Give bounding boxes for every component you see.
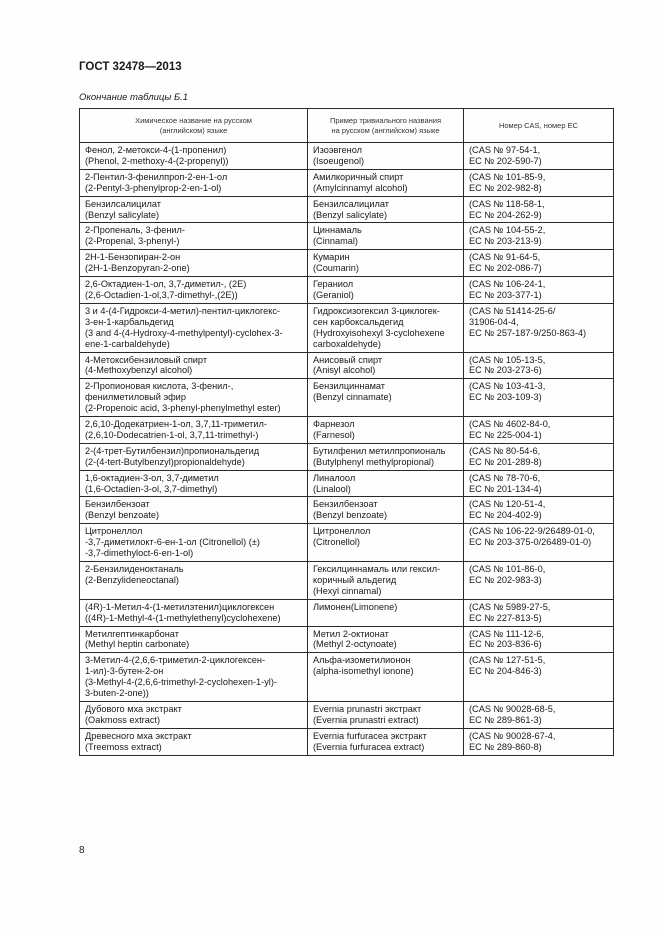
cell-chemical-name	[80, 143, 308, 170]
cell-text-line: EC № 203-836-6)	[469, 639, 542, 650]
cell-chemical-name	[80, 379, 308, 417]
cell-text-line: Фарнезол	[313, 419, 355, 430]
cell-text-line: EC № 201-134-4)	[469, 483, 542, 494]
cell-chemical-name	[80, 250, 308, 277]
cell-text-line: (CAS № 106-22-9/26489-01-0,	[469, 526, 595, 537]
table-row	[80, 470, 614, 497]
cell-chemical-name	[80, 653, 308, 702]
cell-cas-ec	[464, 599, 614, 626]
cell-text-line: Кумарин	[313, 252, 350, 263]
cell-text-line: (CAS № 111-12-6,	[469, 628, 544, 639]
cell-chemical-name	[80, 303, 308, 352]
header-line: на русском (английском) языке	[331, 126, 440, 135]
cell-text-line: Бензилсалицилат	[85, 198, 161, 209]
cell-text-line: EC № 203-213-9)	[469, 236, 542, 247]
table-row	[80, 599, 614, 626]
cell-text-line: Evernia furfuracea экстракт	[313, 730, 427, 741]
cell-text-line: (Benzyl cinnamate)	[313, 392, 392, 403]
cell-text-line: (CAS № 104-55-2,	[469, 225, 546, 236]
cell-text-line: 2-Бензилиденоктаналь	[85, 564, 184, 574]
cell-chemical-name	[80, 196, 308, 223]
cell-text-line: EC № 203-375-0/26489-01-0)	[469, 537, 592, 548]
cell-chemical-name	[80, 417, 308, 444]
cell-text-line: (Butylphenyl methylpropional)	[313, 456, 435, 467]
cell-text-line: (Benzyl salicylate)	[85, 209, 160, 220]
cell-cas-ec	[464, 524, 614, 562]
cell-text-line: (CAS № 91-64-5,	[469, 252, 541, 263]
cell-cas-ec	[464, 169, 614, 196]
cell-chemical-name	[80, 352, 308, 379]
cell-text-line: EC № 203-377-1)	[469, 289, 542, 300]
cell-text-line: Фенол, 2-метокси-4-(1-пропенил)	[85, 145, 227, 155]
cell-text-line: 1,6-октадиен-3-ол, 3,7-диметил	[85, 472, 219, 483]
cell-trivial-name	[308, 497, 464, 524]
cell-text-line: Гидроксизогексил 3-циклогек-	[313, 305, 440, 316]
table-row	[80, 277, 614, 304]
cell-text-line: 2,6-Октадиен-1-ол, 3,7-диметил-, (2E)	[85, 279, 247, 290]
cell-text-line: carboxaldehyde)	[313, 338, 381, 349]
cell-chemical-name	[80, 169, 308, 196]
cell-text-line: 2Н-1-Бензопиран-2-он	[85, 252, 181, 263]
cell-cas-ec	[464, 250, 614, 277]
cell-text-line: EC № 204-262-9)	[469, 209, 542, 220]
cell-trivial-name	[308, 470, 464, 497]
cell-text-line: Бензилциннамат	[313, 381, 386, 392]
cell-chemical-name	[80, 443, 308, 470]
cell-cas-ec	[464, 223, 614, 250]
table-row	[80, 417, 614, 444]
table-header	[80, 109, 614, 143]
cell-text-line: (CAS № 103-41-3,	[469, 381, 546, 392]
cell-text-line: Бензилбензоат	[85, 499, 150, 510]
cell-text-line: (Benzyl salicylate)	[313, 209, 388, 220]
cell-text-line: Древесного мха экстракт	[85, 730, 192, 741]
cell-cas-ec	[464, 143, 614, 170]
cell-text-line: (Methyl 2-octynoate)	[313, 639, 397, 650]
table-row	[80, 379, 614, 417]
table-caption: Окончание таблицы Б.1	[79, 92, 189, 103]
cell-text-line: (4-Methoxybenzyl alcohol)	[85, 365, 193, 376]
cell-text-line: (Coumarin)	[313, 263, 359, 274]
cell-text-line: -3,7-dimethyloct-6-en-1-ol)	[85, 548, 194, 559]
cell-text-line: (Oakmoss extract)	[85, 714, 161, 725]
cell-text-line: (3-Methyl-4-(2,6,6-trimethyl-2-cyclohexen-1-yl)-	[85, 677, 277, 688]
cell-text-line: Цитронеллол	[313, 526, 371, 537]
cell-text-line: EC № 289-860-8)	[469, 741, 542, 752]
cell-text-line: Evernia prunastri экстракт	[313, 703, 422, 714]
cell-text-line: (CAS № 101-86-0,	[469, 564, 546, 574]
header-line: (английском) языке	[159, 126, 228, 135]
cell-text-line: ene-1-carbaldehyde)	[85, 338, 170, 349]
cell-text-line: (CAS № 51414-25-6/	[469, 305, 556, 316]
cell-text-line: (Hexyl cinnamal)	[313, 585, 382, 596]
cell-text-line: (2-Pentyl-3-phenylprop-2-en-1-ol)	[85, 182, 222, 193]
cell-text-line: EC № 202-086-7)	[469, 263, 542, 274]
cell-cas-ec	[464, 277, 614, 304]
cell-text-line: EC № 204-402-9)	[469, 510, 542, 521]
cell-text-line: (CAS № 101-85-9,	[469, 171, 546, 182]
cell-text-line: (2-Propenal, 3-phenyl-)	[85, 236, 180, 247]
cell-text-line: (CAS № 106-24-1,	[469, 279, 546, 290]
cell-text-line: коричный альдегид	[313, 574, 397, 585]
cell-text-line: ((4R)-1-Methyl-4-(1-methylethenyl)cyclohexene)	[85, 612, 281, 623]
cell-text-line: (2H-1-Benzopyran-2-one)	[85, 263, 190, 274]
table-row	[80, 626, 614, 653]
cell-text-line: (Hydroxyisohexyl 3-cyclohexene	[313, 327, 445, 338]
cell-text-line: (CAS № 90028-67-4,	[469, 730, 556, 741]
page-number: 8	[79, 845, 85, 856]
cell-text-line: (CAS № 120-51-4,	[469, 499, 546, 510]
table-row	[80, 143, 614, 170]
cell-cas-ec	[464, 352, 614, 379]
cell-text-line: Цитронеллол	[85, 526, 143, 537]
cell-text-line: фенилметиловый эфир	[85, 392, 186, 403]
cell-cas-ec	[464, 653, 614, 702]
cell-cas-ec	[464, 562, 614, 600]
cell-chemical-name	[80, 277, 308, 304]
table-row	[80, 223, 614, 250]
cell-text-line: 1-ил)-3-бутен-2-он	[85, 666, 164, 677]
cell-text-line: Метилгептинкарбонат	[85, 628, 179, 639]
table-body	[80, 143, 614, 756]
cell-chemical-name	[80, 497, 308, 524]
cell-text-line: (Isoeugenol)	[313, 155, 365, 166]
cell-text-line: EC № 204-846-3)	[469, 666, 542, 677]
cell-text-line: (alpha-isomethyl ionone)	[313, 666, 414, 677]
chemical-names-table	[79, 108, 614, 756]
cell-text-line: (2-(4-tert-Butylbenzyl)propionaldehyde)	[85, 456, 245, 467]
cell-text-line: (Benzyl benzoate)	[313, 510, 388, 521]
cell-text-line: 31906-04-4,	[469, 316, 519, 327]
cell-chemical-name	[80, 728, 308, 755]
cell-trivial-name	[308, 728, 464, 755]
cell-text-line: -3,7-диметилокт-6-ен-1-ол (Citronellol) (±)	[85, 537, 260, 548]
cell-text-line: (Phenol, 2-methoxy-4-(2-propenyl))	[85, 155, 229, 166]
cell-text-line: (Amylcinnamyl alcohol)	[313, 182, 408, 193]
cell-text-line: (CAS № 105-13-5,	[469, 354, 546, 365]
cell-text-line: Бутилфенил метилпропиональ	[313, 445, 446, 456]
cell-trivial-name	[308, 250, 464, 277]
cell-text-line: (2,6,10-Dodecatrien-1-ol, 3,7,11-trimethyl-)	[85, 429, 259, 440]
cell-text-line: (1,6-Octadien-3-ol, 3,7-dimethyl)	[85, 483, 218, 494]
cell-text-line: 2-Пентил-3-фенилпроп-2-ен-1-ол	[85, 171, 228, 182]
table-row	[80, 524, 614, 562]
cell-chemical-name	[80, 599, 308, 626]
cell-text-line: Амилкоричный спирт	[313, 171, 404, 182]
cell-text-line: (Anisyl alcohol)	[313, 365, 376, 376]
cell-text-line: (Evernia prunastri extract)	[313, 714, 419, 725]
cell-trivial-name	[308, 701, 464, 728]
table-row	[80, 497, 614, 524]
cell-text-line: сен карбоксальдегид	[313, 316, 404, 327]
cell-trivial-name	[308, 143, 464, 170]
cell-cas-ec	[464, 443, 614, 470]
table-row	[80, 562, 614, 600]
cell-cas-ec	[464, 701, 614, 728]
cell-text-line: (CAS № 97-54-1,	[469, 145, 541, 155]
cell-trivial-name	[308, 169, 464, 196]
cell-text-line: Гексилциннамаль или гексил-	[313, 564, 441, 574]
cell-trivial-name	[308, 443, 464, 470]
cell-text-line: Циннамаль	[313, 225, 362, 236]
table-row	[80, 303, 614, 352]
cell-trivial-name	[308, 653, 464, 702]
cell-text-line: (4R)-1-Метил-4-(1-метилэтенил)циклогексен	[85, 601, 275, 612]
cell-text-line: Анисовый спирт	[313, 354, 383, 365]
cell-trivial-name	[308, 379, 464, 417]
cell-text-line: EC № 257-187-9/250-863-4)	[469, 327, 587, 338]
document-title: ГОСТ 32478—2013	[79, 61, 182, 73]
cell-trivial-name	[308, 223, 464, 250]
cell-trivial-name	[308, 303, 464, 352]
table-row	[80, 196, 614, 223]
cell-text-line: (Citronellol)	[313, 537, 360, 548]
cell-text-line: (Farnesol)	[313, 429, 355, 440]
cell-trivial-name	[308, 524, 464, 562]
cell-text-line: Линалоол	[313, 472, 356, 483]
cell-trivial-name	[308, 626, 464, 653]
cell-text-line: (CAS № 90028-68-5,	[469, 703, 556, 714]
cell-text-line: (2,6-Octadien-1-ol,3,7-dimethyl-,(2E))	[85, 289, 238, 300]
column-header-chemical-name	[80, 109, 308, 143]
cell-text-line: EC № 227-813-5)	[469, 612, 542, 623]
cell-text-line: 2-Пропеналь, 3-фенил-	[85, 225, 185, 236]
cell-text-line: (CAS № 4602-84-0,	[469, 419, 551, 430]
table-row	[80, 169, 614, 196]
cell-text-line: EC № 201-289-8)	[469, 456, 542, 467]
cell-text-line: (2-Benzylideneoctanal)	[85, 574, 179, 585]
cell-trivial-name	[308, 277, 464, 304]
cell-cas-ec	[464, 728, 614, 755]
cell-cas-ec	[464, 470, 614, 497]
cell-text-line: Бензилсалицилат	[313, 198, 389, 209]
cell-text-line: 3 и 4-(4-Гидрокси-4-метил)-пентил-циклогекс-	[85, 305, 280, 316]
cell-chemical-name	[80, 701, 308, 728]
cell-text-line: 2,6,10-Додекатриен-1-ол, 3,7,11-триметил-	[85, 419, 267, 430]
cell-trivial-name	[308, 599, 464, 626]
header-line: Химическое название на русском	[135, 116, 252, 126]
cell-trivial-name	[308, 196, 464, 223]
cell-text-line: (Methyl heptin carbonate)	[85, 639, 190, 650]
cell-cas-ec	[464, 379, 614, 417]
table-header-row	[80, 109, 614, 143]
cell-text-line: (CAS № 5989-27-5,	[469, 601, 551, 612]
cell-text-line: Бензилбензоат	[313, 499, 378, 510]
table-row	[80, 701, 614, 728]
column-header-trivial-name	[308, 109, 464, 143]
cell-chemical-name	[80, 470, 308, 497]
cell-chemical-name	[80, 626, 308, 653]
cell-text-line: EC № 202-983-3)	[469, 574, 542, 585]
column-header-cas-ec	[464, 109, 614, 143]
cell-text-line: (Geraniol)	[313, 289, 354, 300]
cell-trivial-name	[308, 562, 464, 600]
cell-text-line: (CAS № 127-51-5,	[469, 655, 546, 666]
cell-text-line: EC № 203-273-6)	[469, 365, 542, 376]
cell-text-line: Гераниол	[313, 279, 354, 290]
cell-text-line: 3-ен-1-карбальдегид	[85, 316, 174, 327]
cell-text-line: (2-Propenoic acid, 3-phenyl-phenylmethyl ester)	[85, 403, 281, 414]
cell-text-line: 4-Метоксибензиловый спирт	[85, 354, 208, 365]
cell-text-line: 2-(4-трет-Бутилбензил)пропиональдегид	[85, 445, 260, 456]
cell-text-line: EC № 202-982-8)	[469, 182, 542, 193]
table-row	[80, 352, 614, 379]
header-line: Номер CAS, номер ЕС	[498, 121, 579, 131]
table-row	[80, 443, 614, 470]
table-row	[80, 653, 614, 702]
cell-chemical-name	[80, 223, 308, 250]
cell-text-line: Изоэвгенол	[313, 145, 362, 155]
cell-cas-ec	[464, 497, 614, 524]
cell-text-line: (Linalool)	[313, 483, 351, 494]
cell-text-line: (3 and 4-(4-Hydroxy-4-methylpentyl)-cyclohex-3-	[85, 327, 283, 338]
cell-text-line: 3-Метил-4-(2,6,6-триметил-2-циклогексен-	[85, 655, 266, 666]
cell-text-line: 2-Пропионовая кислота, 3-фенил-,	[85, 381, 234, 392]
cell-text-line: (Evernia furfuracea extract)	[313, 741, 425, 752]
cell-text-line: (Treemoss extract)	[85, 741, 162, 752]
cell-cas-ec	[464, 417, 614, 444]
table-row	[80, 250, 614, 277]
cell-text-line: EC № 202-590-7)	[469, 155, 542, 166]
cell-trivial-name	[308, 417, 464, 444]
table-row	[80, 728, 614, 755]
cell-text-line: EC № 203-109-3)	[469, 392, 542, 403]
cell-text-line: (CAS № 118-58-1,	[469, 198, 545, 209]
cell-cas-ec	[464, 626, 614, 653]
cell-cas-ec	[464, 196, 614, 223]
cell-text-line: Альфа-изометилионон	[313, 655, 411, 666]
cell-chemical-name	[80, 524, 308, 562]
header-line: Пример тривиального названия	[329, 116, 442, 126]
cell-cas-ec	[464, 303, 614, 352]
cell-text-line: EC № 289-861-3)	[469, 714, 542, 725]
cell-text-line: (CAS № 80-54-6,	[469, 445, 541, 456]
cell-text-line: Лимонен(Limonene)	[313, 601, 398, 612]
cell-text-line: (Cinnamal)	[313, 236, 358, 247]
cell-text-line: Дубового мха экстракт	[85, 703, 182, 714]
cell-trivial-name	[308, 352, 464, 379]
cell-text-line: 3-buten-2-one))	[85, 688, 149, 699]
cell-text-line: (CAS № 78-70-6,	[469, 472, 541, 483]
cell-text-line: (Benzyl benzoate)	[85, 510, 160, 521]
cell-text-line: EC № 225-004-1)	[469, 429, 542, 440]
cell-chemical-name	[80, 562, 308, 600]
cell-text-line: Метил 2-октионат	[313, 628, 389, 639]
